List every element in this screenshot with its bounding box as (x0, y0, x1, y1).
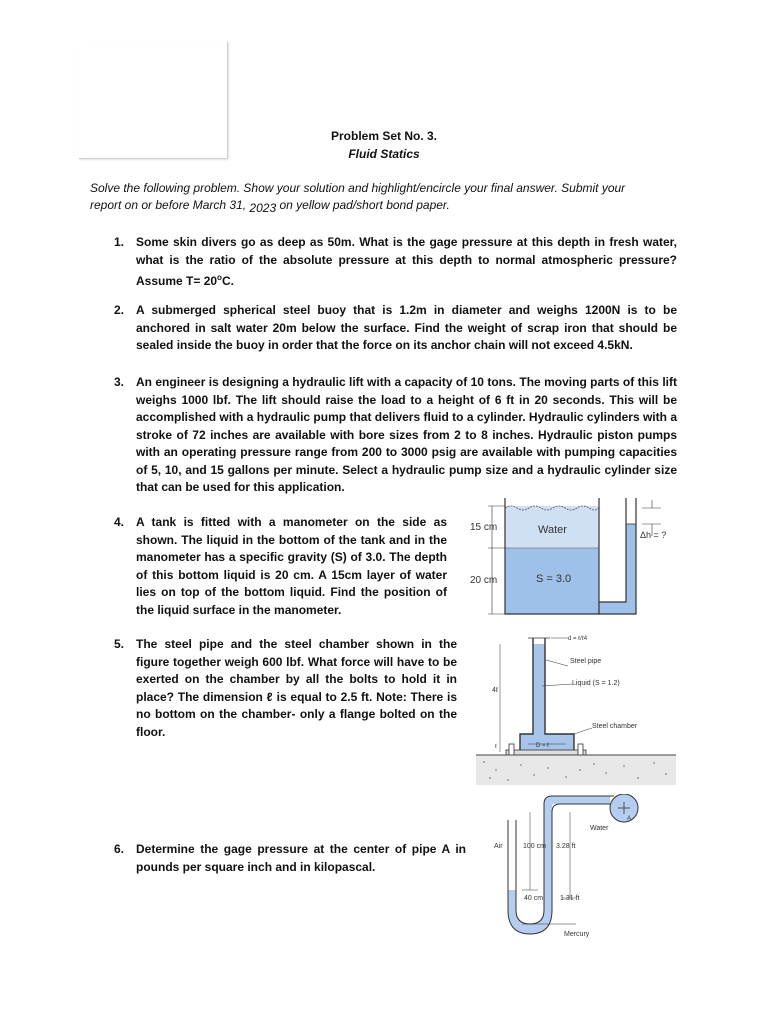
instructions-line-2: report on or before March 31, 2023 on yellow pad/short bond paper. (90, 198, 450, 215)
svg-text:100 cm: 100 cm (523, 843, 546, 850)
svg-text:3.28 ft: 3.28 ft (556, 843, 576, 850)
svg-text:ℓ: ℓ (495, 744, 497, 750)
svg-text:Steel chamber: Steel chamber (592, 723, 638, 730)
svg-text:20 cm: 20 cm (470, 575, 498, 586)
instructions-line-1: Solve the following problem. Show your solution and highlight/encircle your final answer. Submit your (90, 181, 626, 195)
svg-text:S = 3.0: S = 3.0 (536, 573, 572, 585)
figure-tank-manometer (466, 496, 676, 626)
problem-4: 4. A tank is fitted with a manometer on the side as shown. The liquid in the bottom of the tank and in the manometer has a specific gravity (S) of 3.0. The depth of this bottom liquid is 20 cm. A 15cm layer of water lies on top of the bottom liquid. Find the position of the liquid surface in the manometer. (114, 515, 447, 617)
svg-text:15 cm: 15 cm (470, 522, 498, 533)
svg-text:Mercury: Mercury (564, 931, 590, 938)
svg-text:d = ℓ/ℓ4: d = ℓ/ℓ4 (568, 636, 588, 642)
svg-text:A: A (627, 816, 632, 822)
svg-text:D = ℓ: D = ℓ (536, 743, 550, 749)
figure-steel-chamber (476, 630, 676, 790)
page-title: Problem Set No. 3. (330, 129, 438, 143)
svg-text:Liquid (S = 1.2): Liquid (S = 1.2) (572, 680, 620, 687)
svg-text:Water: Water (590, 825, 609, 832)
problem-2: 2. A submerged spherical steel buoy that is 1.2m in diameter and weighs 1200N is to be anchored in salt water 20m below the surface. Find the weight of scrap iron that should be sealed inside the buoy in order that the force on its anchor chain will not exceed 4.5kN. (114, 303, 677, 352)
figure-u-manometer (490, 794, 650, 944)
pipe-liquid (533, 644, 545, 734)
svg-text:Steel pipe: Steel pipe (570, 658, 602, 665)
problem-6: 6. Determine the gage pressure at the center of pipe A in pounds per square inch and in kilopascal. (114, 842, 466, 874)
svg-text:40 cm: 40 cm (524, 895, 544, 902)
svg-text:Δh = ?: Δh = ? (640, 530, 667, 540)
problem-3: 3. An engineer is designing a hydraulic lift with a capacity of 10 tons. The moving parts of this lift weighs 1000 lbf. The lift should raise the load to a height of 6 ft in 20 seconds. This will be accomplished with a hydraulic pump that delivers fluid to a cylinder. Hydraulic cylinders with a stroke of 72 inches are available with bore sizes from 2 to 8 inches. Hydraulic piston pumps with an operating pressure range from 200 to 3000 psig are available with pumping capacities of 5, 10, and 15 gallons per minute. Select a hydraulic pump size and a hydraulic cylinder size that can be used for this application. (114, 375, 677, 494)
svg-text:4ℓ: 4ℓ (492, 687, 499, 694)
page-subtitle: Fluid Statics (348, 147, 420, 161)
svg-text:Water: Water (538, 524, 567, 536)
svg-text:Air: Air (494, 843, 503, 850)
svg-text:1.31 ft: 1.31 ft (560, 895, 580, 902)
problem-5: 5. The steel pipe and the steel chamber shown in the figure together weigh 600 lbf. What force will have to be exerted on the chamber by all the bolts to hold it in place? The dimension ℓ is equal to 2.5 ft. Note: There is no bottom on the chamber- only a flange bolted on the floor. (114, 637, 457, 739)
instructions (90, 180, 690, 214)
problem-1: 1. Some skin divers go as deep as 50m. What is the gage pressure at this depth in fresh water, what is the ratio of the absolute pressure at this depth to normal atmospheric pressure? Assume $T= 20^oC$. (114, 235, 677, 288)
